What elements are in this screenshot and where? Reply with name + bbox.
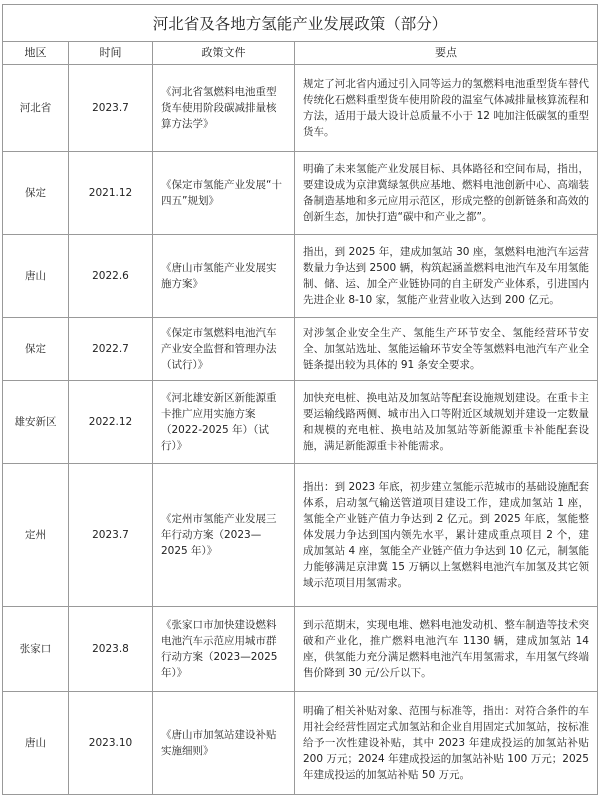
cell-time: 2023.10 xyxy=(69,692,153,795)
cell-points: 明确了相关补贴对象、范围与标准等，指出：对符合条件的车用社会经营性固定式加氢站和企业自用固定式加氢站，按标准给予一次性建设补贴，其中 2023 年建成投运的加氢站补贴 200 万元；2024 年建成投运的加氢站补贴 100 万元；2025 年建成投运的加氢站补贴 50 万元。 xyxy=(295,692,598,795)
cell-time: 2022.12 xyxy=(69,381,153,464)
cell-region: 雄安新区 xyxy=(3,381,69,464)
cell-doc: 《保定市氢燃料电池汽车产业安全监督和管理办法（试行）》 xyxy=(153,318,295,381)
table-row xyxy=(3,318,598,381)
cell-points: 指出：到 2023 年底，初步建立氢能示范城市的基础设施配套体系，启动氢气输送管道项目建设工作，建成加氢站 1 座，氢能全产业链产值力争达到 2 亿元。到 2025 年底，氢能整体发展力争达到国内领先水平，累计建成重点项目 2 个，建成加氢站 4 座，氢能全产业链产值力争达到 10 亿元，制氢能力能够满足京津冀 15 万辆以上氢燃料电池汽车加氢及其它领域示范项目用氢需求。 xyxy=(295,464,598,607)
cell-points: 加快充电桩、换电站及加氢站等配套设施规划建设。在重卡主要运输线路两侧、城市出入口等附近区域规划并建设一定数量和规模的充电桩、换电站及加氢站等新能源重卡补能配套设施，满足新能源重卡补能需求。 xyxy=(295,381,598,464)
cell-doc: 《河北省氢燃料电池重型货车使用阶段碳减排量核算方法学》 xyxy=(153,65,295,152)
cell-region: 保定 xyxy=(3,318,69,381)
cell-region: 定州 xyxy=(3,464,69,607)
cell-doc: 《保定市氢能产业发展“十四五”规划》 xyxy=(153,152,295,235)
cell-points: 规定了河北省内通过引入同等运力的氢燃料电池重型货车替代传统化石燃料重型货车使用阶段的温室气体减排量核算流程和方法，适用于最大设计总质量不小于 12 吨加注低碳氢的重型货车。 xyxy=(295,65,598,152)
header-time: 时间 xyxy=(69,42,153,65)
cell-time: 2022.7 xyxy=(69,318,153,381)
cell-time: 2023.8 xyxy=(69,607,153,692)
cell-points: 到示范期末，实现电堆、燃料电池发动机、整车制造等技术突破和产业化，推广燃料电池汽车 1130 辆，建成加氢站 14 座，供氢能力充分满足燃料电池汽车用氢需求，车用氢气终端售价降到 30 元/公斤以下。 xyxy=(295,607,598,692)
cell-region: 唐山 xyxy=(3,235,69,318)
cell-region: 保定 xyxy=(3,152,69,235)
table-row xyxy=(3,235,598,318)
header-points: 要点 xyxy=(295,42,598,65)
cell-doc: 《张家口市加快建设燃料电池汽车示范应用城市群行动方案（2023—2025 年）》 xyxy=(153,607,295,692)
header-doc: 政策文件 xyxy=(153,42,295,65)
cell-doc: 《唐山市加氢站建设补贴实施细则》 xyxy=(153,692,295,795)
cell-time: 2021.12 xyxy=(69,152,153,235)
cell-doc: 《定州市氢能产业发展三年行动方案（2023—2025 年）》 xyxy=(153,464,295,607)
table-row xyxy=(3,692,598,795)
table-row xyxy=(3,464,598,607)
cell-time: 2023.7 xyxy=(69,464,153,607)
table-row xyxy=(3,607,598,692)
table-row xyxy=(3,381,598,464)
cell-points: 明确了未来氢能产业发展目标、具体路径和空间布局，指出，要建设成为京津冀绿氢供应基地、燃料电池创新中心、高端装备制造基地和多元应用示范区，形成完整的创新链条和高效的创新生态，加快打造“碳中和产业之都”。 xyxy=(295,152,598,235)
header-region: 地区 xyxy=(3,42,69,65)
cell-doc: 《唐山市氢能产业发展实施方案》 xyxy=(153,235,295,318)
cell-time: 2022.6 xyxy=(69,235,153,318)
policy-table xyxy=(2,41,598,795)
cell-points: 指出，到 2025 年，建成加氢站 30 座，氢燃料电池汽车运营数量力争达到 2500 辆，构筑起涵盖燃料电池汽车及车用氢能制、储、运、加全产业链协同的自主研发产业体系，引进国内先进企业 8-10 家，氢能产业营业收入达到 200 亿元。 xyxy=(295,235,598,318)
cell-time: 2023.7 xyxy=(69,65,153,152)
table-title: 河北省及各地方氢能产业发展政策（部分） xyxy=(2,4,598,41)
table-row xyxy=(3,65,598,152)
cell-region: 河北省 xyxy=(3,65,69,152)
table-row xyxy=(3,152,598,235)
cell-region: 张家口 xyxy=(3,607,69,692)
cell-region: 唐山 xyxy=(3,692,69,795)
cell-doc: 《河北雄安新区新能源重卡推广应用实施方案（2022-2025 年）（试行）》 xyxy=(153,381,295,464)
cell-points: 对涉氢企业安全生产、氢能生产环节安全、氢能经营环节安全、加氢站选址、氢能运输环节安全等氢燃料电池汽车产业全链条提出较为具体的 91 条安全要求。 xyxy=(295,318,598,381)
header-row xyxy=(3,42,598,65)
